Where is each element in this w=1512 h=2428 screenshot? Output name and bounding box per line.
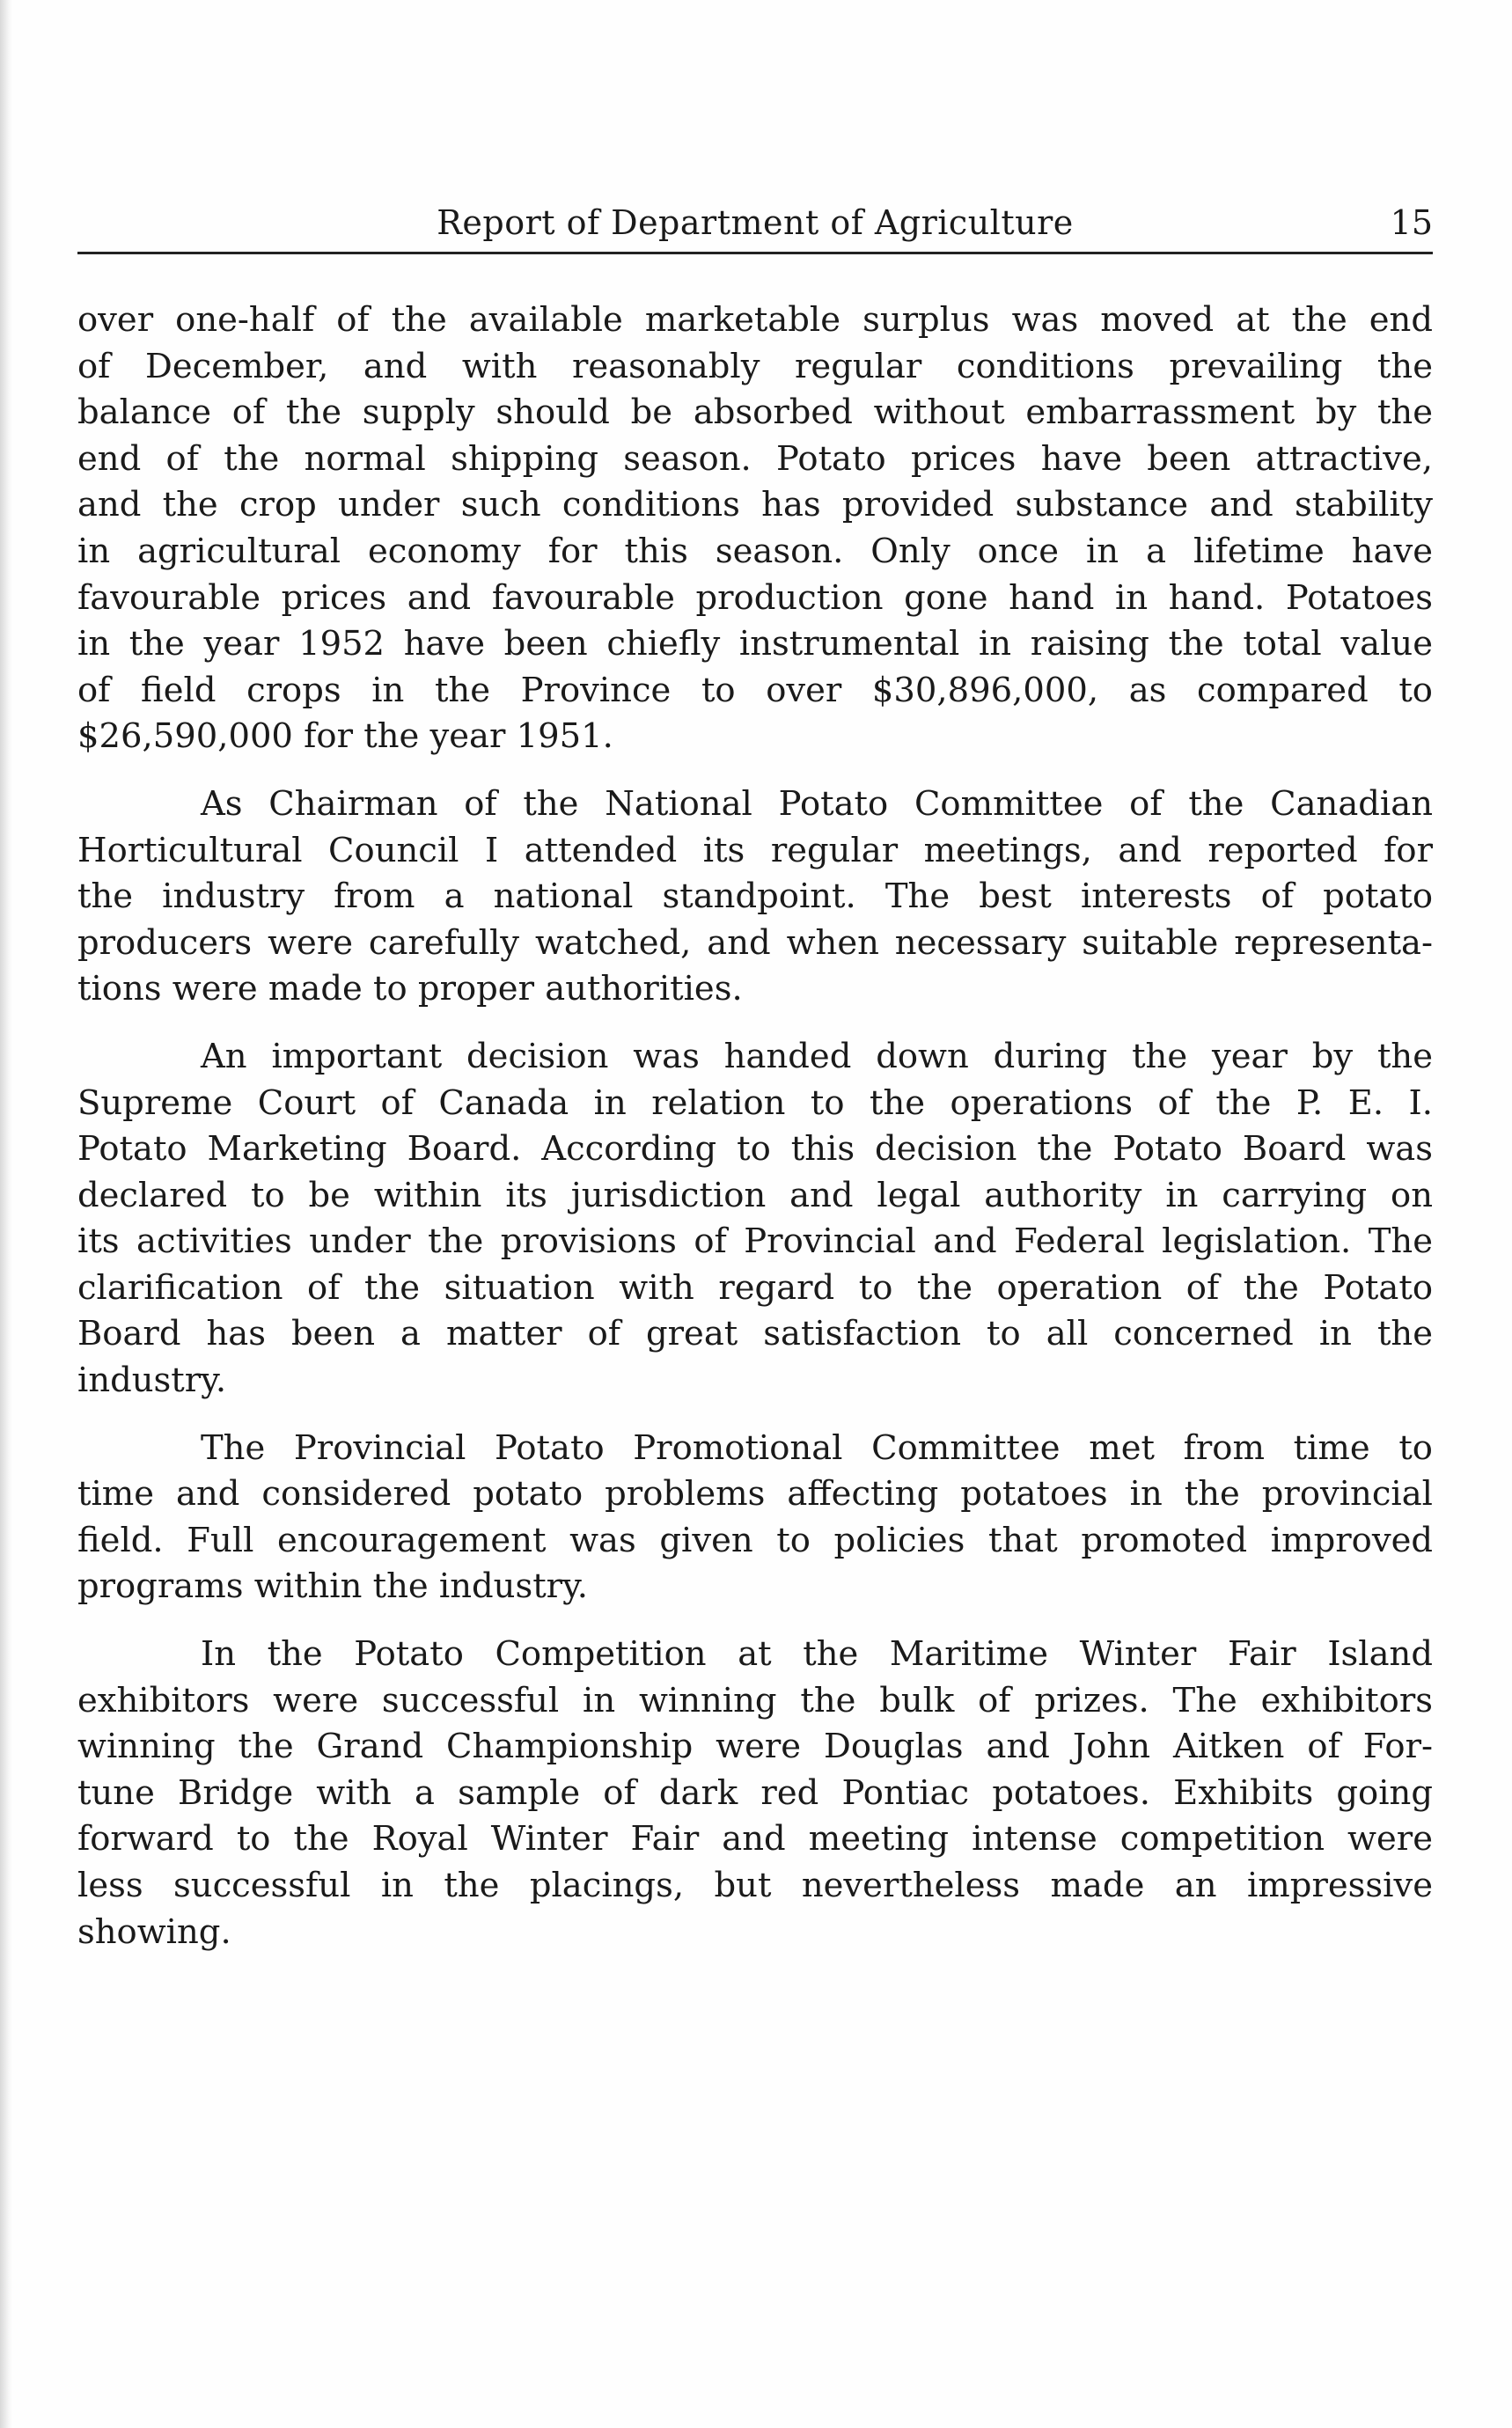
text-line: showing.: [77, 1911, 231, 1952]
page-edge-shadow: [0, 0, 12, 2428]
text-line: An important decision was handed down during the year by the: [201, 1036, 1433, 1076]
text-line: Supreme Court of Canada in relation to the operations of the P. E. I.: [77, 1082, 1433, 1123]
paragraph: [77, 1426, 1433, 1610]
text-line: exhibitors were successful in winning the bulk of prizes. The exhibitors: [77, 1680, 1433, 1720]
text-line: of field crops in the Province to over $30,896,000, as compared to: [77, 670, 1433, 710]
text-line: The Provincial Potato Promotional Committee met from time to: [201, 1427, 1433, 1468]
text-line: end of the normal shipping season. Potato prices have been attractive,: [77, 438, 1433, 479]
text-line: Board has been a matter of great satisfaction to all concerned in the: [77, 1314, 1433, 1354]
running-header: [77, 201, 1433, 245]
text-line: declared to be within its jurisdiction and legal authority in carrying on: [77, 1175, 1433, 1215]
text-line: favourable prices and favourable production gone hand in hand. Potatoes: [77, 577, 1433, 618]
text-line: field. Full encouragement was given to policies that promoted improved: [77, 1520, 1433, 1560]
text-line: tions were made to proper authorities.: [77, 969, 743, 1009]
text-line: programs within the industry.: [77, 1566, 588, 1607]
header-rule: [77, 252, 1433, 254]
text-line: the industry from a national standpoint. The best interests of potato: [77, 877, 1433, 917]
text-line: tune Bridge with a sample of dark red Pontiac potatoes. Exhibits going: [77, 1772, 1433, 1813]
paragraph: [77, 1632, 1433, 1955]
page-number: 15: [1390, 203, 1433, 242]
text-line: Horticultural Council I attended its regular meetings, and reported for: [77, 830, 1433, 870]
text-line: forward to the Royal Winter Fair and meeting intense competition were: [77, 1819, 1433, 1860]
text-line: balance of the supply should be absorbed without embarrassment by the: [77, 392, 1433, 433]
paragraph: [77, 781, 1433, 1013]
text-line: and the crop under such conditions has provided substance and stability: [77, 485, 1433, 525]
text-line: less successful in the placings, but nevertheless made an impressive: [77, 1866, 1433, 1905]
text-line: In the Potato Competition at the Maritime Winter Fair Island: [201, 1634, 1433, 1675]
text-line: of December, and with reasonably regular conditions prevailing the: [77, 346, 1433, 386]
text-line: winning the Grand Championship were Douglas and John Aitken of For-: [77, 1727, 1433, 1767]
text-line: $26,590,000 for the year 1951.: [77, 716, 613, 757]
text-line: its activities under the provisions of Provincial and Federal legislation. The: [77, 1221, 1433, 1262]
text-line: industry.: [77, 1361, 227, 1401]
text-line: time and considered potato problems affecting potatoes in the provincial: [77, 1474, 1433, 1515]
text-line: producers were carefully watched, and when necessary suitable representa-: [77, 922, 1433, 963]
text-line: clarification of the situation with regard to the operation of the Potato: [77, 1267, 1433, 1308]
paragraph: [77, 297, 1433, 760]
text-line: As Chairman of the National Potato Committee of the Canadian: [201, 783, 1433, 824]
text-line: Potato Marketing Board. According to this decision the Potato Board was: [77, 1129, 1433, 1170]
text-line: in the year 1952 have been chiefly instrumental in raising the total value: [77, 624, 1433, 664]
text-line: over one-half of the available marketable surplus was moved at the end: [77, 300, 1433, 340]
text-line: in agricultural economy for this season. Only once in a lifetime have: [77, 531, 1433, 571]
running-title: Report of Department of Agriculture: [437, 203, 1074, 242]
body-text: [77, 297, 1433, 1977]
paragraph: [77, 1034, 1433, 1405]
